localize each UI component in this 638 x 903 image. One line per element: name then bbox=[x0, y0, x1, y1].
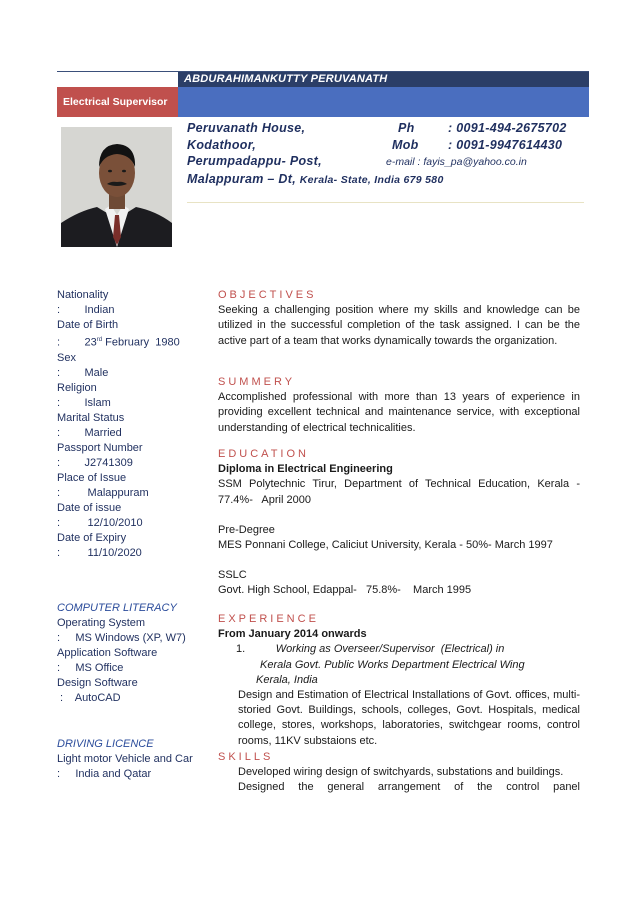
district: Malappuram – Dt, bbox=[187, 172, 296, 186]
nationality-value: : Indian bbox=[57, 304, 115, 316]
driving-licence bbox=[57, 737, 217, 782]
header-divider bbox=[187, 202, 584, 203]
skills-item-2: Designed the general arrangement of the control panel bbox=[238, 781, 580, 794]
skills-section bbox=[218, 750, 580, 796]
date-of-expiry-label: Date of Expiry bbox=[57, 531, 127, 544]
experience-location: Kerala, India bbox=[256, 673, 318, 686]
date-of-expiry-value: : 11/10/2020 bbox=[57, 546, 142, 559]
state: Kerala- State, India 679 580 bbox=[299, 174, 444, 186]
predegree-title: Pre-Degree bbox=[218, 523, 275, 536]
sslc-title: SSLC bbox=[218, 569, 247, 582]
experience-item-number: 1. bbox=[236, 643, 246, 656]
experience-description: Design and Estimation of Electrical Installations of Govt. offices, multi-storied Govt. Buildings, schools, colleges, Govt. Hospitals, medical college, stores, workshops, laboratories, switchgear rooms, control rooms, 11KV substaions etc. bbox=[238, 689, 580, 747]
summary-text: Accomplished professional with more than 13 years of experience in providing excellent technical and maintenance service, with exceptional understanding of electrical technicalities. bbox=[218, 391, 580, 434]
objectives-text: Seeking a challenging position where my skills and knowledge can be utilized in the successful completion of the task assigned. I can be the active part of a team that works dynamically towards the organization. bbox=[218, 304, 580, 347]
objectives-section bbox=[218, 288, 580, 349]
personal-details bbox=[57, 288, 217, 561]
objectives-heading: OBJECTIVES bbox=[218, 289, 317, 301]
skills-heading: SKILLS bbox=[218, 751, 274, 763]
summary-section bbox=[218, 375, 580, 436]
predegree-text: MES Ponnani College, Caliciut University, Kerala - 50%- March 1997 bbox=[218, 539, 553, 552]
skills-item-1: Developed wiring design of switchyards, substations and buildings. bbox=[238, 766, 564, 779]
os-label: Operating System bbox=[57, 617, 146, 629]
computer-literacy-heading: COMPUTER LITERACY bbox=[57, 602, 177, 614]
experience-org: Kerala Govt. Public Works Department Electrical Wing bbox=[260, 658, 525, 671]
address-line-4 bbox=[187, 172, 444, 186]
summary-heading: SUMMERY bbox=[218, 376, 296, 388]
marital-status-label: Marital Status bbox=[57, 411, 125, 424]
education-section bbox=[218, 447, 590, 599]
date-of-issue-value: : 12/10/2010 bbox=[57, 516, 143, 529]
passport-label: Passport Number bbox=[57, 441, 143, 454]
sslc-text: Govt. High School, Edappal- 75.8%- March 1995 bbox=[218, 584, 472, 597]
driving-licence-heading: DRIVING LICENCE bbox=[57, 738, 154, 750]
dob-value: : 23rd February 1980 bbox=[57, 336, 180, 349]
experience-period: From January 2014 onwards bbox=[218, 628, 367, 641]
email[interactable]: e-mail : fayis_pa@yahoo.co.in bbox=[386, 156, 527, 168]
place-of-issue-value: : Malappuram bbox=[57, 486, 149, 499]
driving-licence-label: Light motor Vehicle and Car bbox=[57, 753, 193, 765]
app-value: : MS Office bbox=[57, 662, 124, 674]
place-of-issue-label: Place of Issue bbox=[57, 471, 127, 484]
date-of-issue-label: Date of issue bbox=[57, 501, 122, 514]
experience-section bbox=[218, 612, 580, 749]
job-title-box bbox=[57, 87, 178, 117]
os-value: : MS Windows (XP, W7) bbox=[57, 632, 186, 644]
computer-literacy bbox=[57, 601, 217, 706]
sex-value: : Male bbox=[57, 366, 109, 379]
candidate-name: ABDURAHIMANKUTTY PERUVANATH bbox=[184, 73, 388, 85]
mobile-value: : 0091-9947614430 bbox=[448, 138, 563, 152]
experience-role-text: Working as Overseer/Supervisor (Electrical) in bbox=[275, 643, 505, 656]
dob-label: Date of Birth bbox=[57, 319, 119, 331]
header-accent-bar bbox=[178, 87, 589, 117]
nationality-label: Nationality bbox=[57, 289, 109, 301]
education-heading: EDUCATION bbox=[218, 448, 309, 460]
religion-label: Religion bbox=[57, 381, 97, 394]
phone-value: : 0091-494-2675702 bbox=[448, 121, 567, 135]
address-line-1: Peruvanath House, bbox=[187, 121, 306, 135]
job-title: Electrical Supervisor bbox=[63, 96, 168, 108]
design-label: Design Software bbox=[57, 677, 138, 689]
portrait-illustration bbox=[61, 127, 172, 247]
name-bar bbox=[178, 72, 589, 87]
experience-heading: EXPERIENCE bbox=[218, 613, 319, 625]
religion-value: : Islam bbox=[57, 396, 111, 409]
experience-role bbox=[218, 642, 580, 657]
profile-photo bbox=[61, 127, 172, 247]
mobile-label: Mob bbox=[392, 138, 419, 152]
sex-label: Sex bbox=[57, 351, 76, 364]
address-line-2: Kodathoor, bbox=[187, 138, 256, 152]
phone-label: Ph bbox=[398, 121, 415, 135]
passport-value: : J2741309 bbox=[57, 456, 133, 469]
driving-licence-value: : India and Qatar bbox=[57, 768, 152, 780]
app-label: Application Software bbox=[57, 647, 158, 659]
diploma-text: SSM Polytechnic Tirur, Department of Technical Education, Kerala - 77.4%- April 2000 bbox=[218, 478, 590, 506]
address-line-3: Perumpadappu- Post, bbox=[187, 154, 322, 168]
diploma-title: Diploma in Electrical Engineering bbox=[218, 463, 393, 476]
design-value: : AutoCAD bbox=[57, 692, 121, 704]
marital-status-value: : Married bbox=[57, 426, 122, 439]
